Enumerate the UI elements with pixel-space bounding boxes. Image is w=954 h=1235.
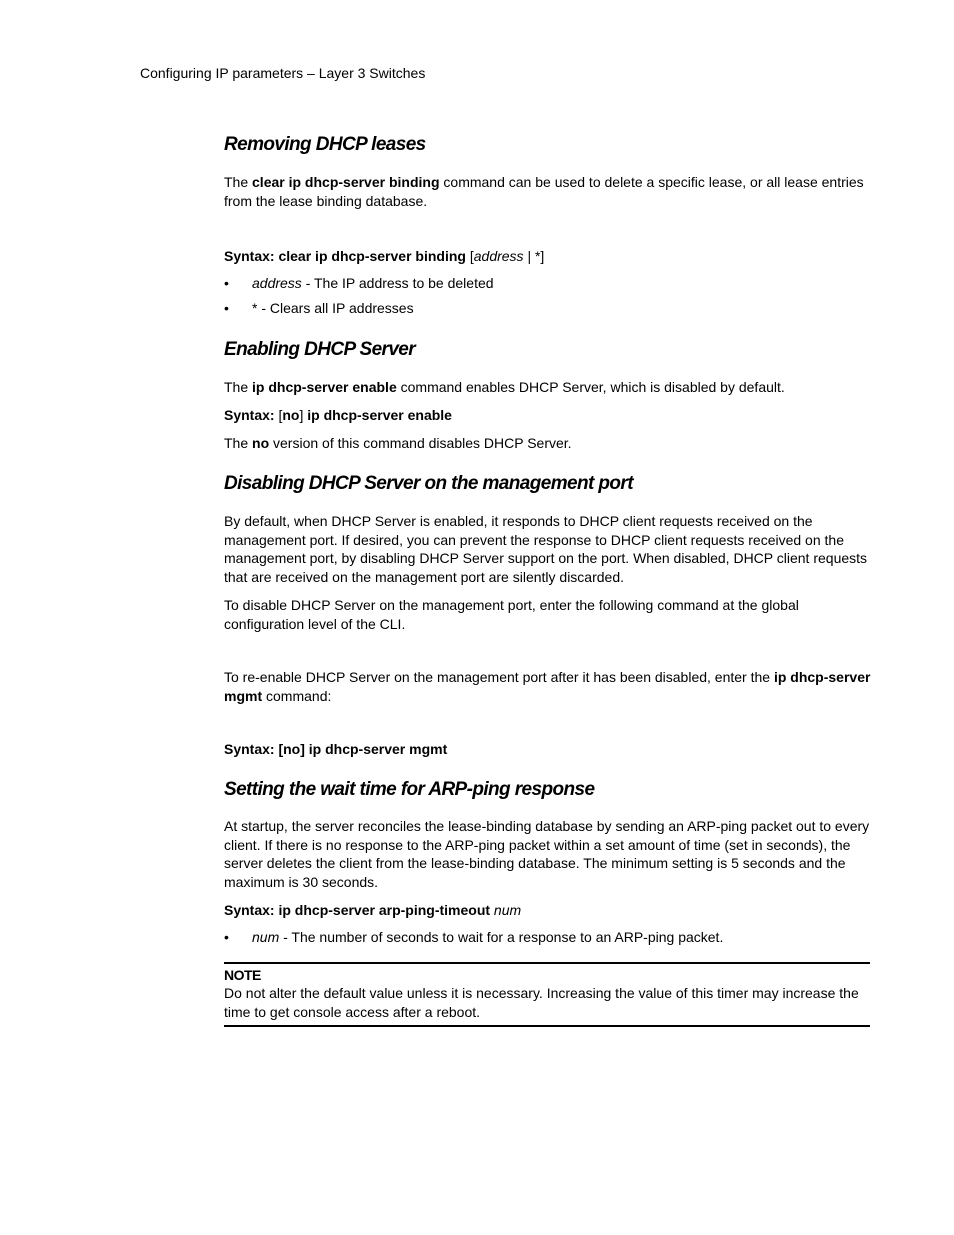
note-text: Do not alter the default value unless it is necessary. Increasing the value of this timer may increase the time to get console access after a reboot. [224,985,859,1020]
section-heading-removing-leases: Removing DHCP leases [224,134,426,155]
text: version of this command disables DHCP Server. [269,435,572,451]
paragraph-clear-binding [224,173,872,210]
text: command can be used to delete a specific lease, or all lease entries from the lease binding database. [224,174,864,209]
text: [ [278,407,283,423]
command-text: ip dhcp-server enable [252,379,397,395]
command-text: clear ip dhcp-server binding [278,248,466,264]
text: | *] [523,248,545,264]
section-heading-arp-ping: Setting the wait time for ARP-ping response [224,779,595,800]
note-label: NOTE [224,967,261,983]
paragraph-enable [224,378,872,397]
text: The [224,174,253,190]
text: - The IP address to be deleted [301,275,494,291]
argument-text: num [490,902,522,918]
syntax-mgmt: Syntax: [no] ip dhcp-server mgmt [224,741,448,757]
command-text: ip dhcp-server mgmt [224,669,871,704]
note-bottom-rule [224,1025,870,1027]
text: The [224,379,253,395]
syntax-enable [224,406,872,425]
paragraph-mgmt-disable: To disable DHCP Server on the management port, enter the following command at the global configuration level of the CLI. [224,597,799,632]
section-heading-mgmt-port: Disabling DHCP Server on the management port [224,473,633,494]
section-heading-enabling-server: Enabling DHCP Server [224,339,416,360]
keyword-no: no [252,435,270,451]
syntax-clear-binding [224,247,872,266]
paragraph-mgmt-reenable [224,668,872,705]
text: command: [262,687,332,704]
bullet-icon: • [224,275,229,291]
text: command enables DHCP Server, which is disabled by default. [396,379,785,395]
command-text: clear ip dhcp-server binding [252,174,440,190]
bullet-icon: • [224,300,229,316]
syntax-label: Syntax: [224,902,279,918]
argument-text: address [252,275,302,291]
text: To re-enable DHCP Server on the management port after it has been disabled, enter the [224,669,774,685]
text: * - Clears all IP addresses [252,300,414,316]
command-text: ip dhcp-server arp-ping-timeout [278,902,491,918]
text: - The number of seconds to wait for a response to an ARP-ping packet. [279,929,724,945]
syntax-arp-ping [224,901,872,920]
paragraph-mgmt-default: By default, when DHCP Server is enabled, it responds to DHCP client requests received on the management port. If desired, you can prevent the response to DHCP client requests received on the management port, by disabling DHCP Server support on the port. When disabled, DHCP client requests that are received on the management port are silently discarded. [224,513,868,585]
paragraph-arp-ping: At startup, the server reconciles the lease-binding database by sending an ARP-ping packet out to every client. If there is no response to the ARP-ping packet within a set amount of time (set in seconds), the server deletes the client from the lease-binding database. The minimum setting is 5 seconds and the maximum is 30 seconds. [224,818,870,890]
syntax-label: Syntax: [224,407,279,423]
running-header: Configuring IP parameters – Layer 3 Switches [140,65,426,81]
keyword-no: no [282,407,300,423]
argument-text: num [252,929,280,945]
text: [ [465,248,474,264]
syntax-label: Syntax: [224,248,279,264]
text: ] [299,407,308,423]
paragraph-no-version [224,434,872,453]
argument-text: address [473,248,524,264]
command-text: ip dhcp-server enable [307,407,452,423]
bullet-icon: • [224,929,229,945]
note-top-rule [224,962,870,964]
text: The [224,435,253,451]
